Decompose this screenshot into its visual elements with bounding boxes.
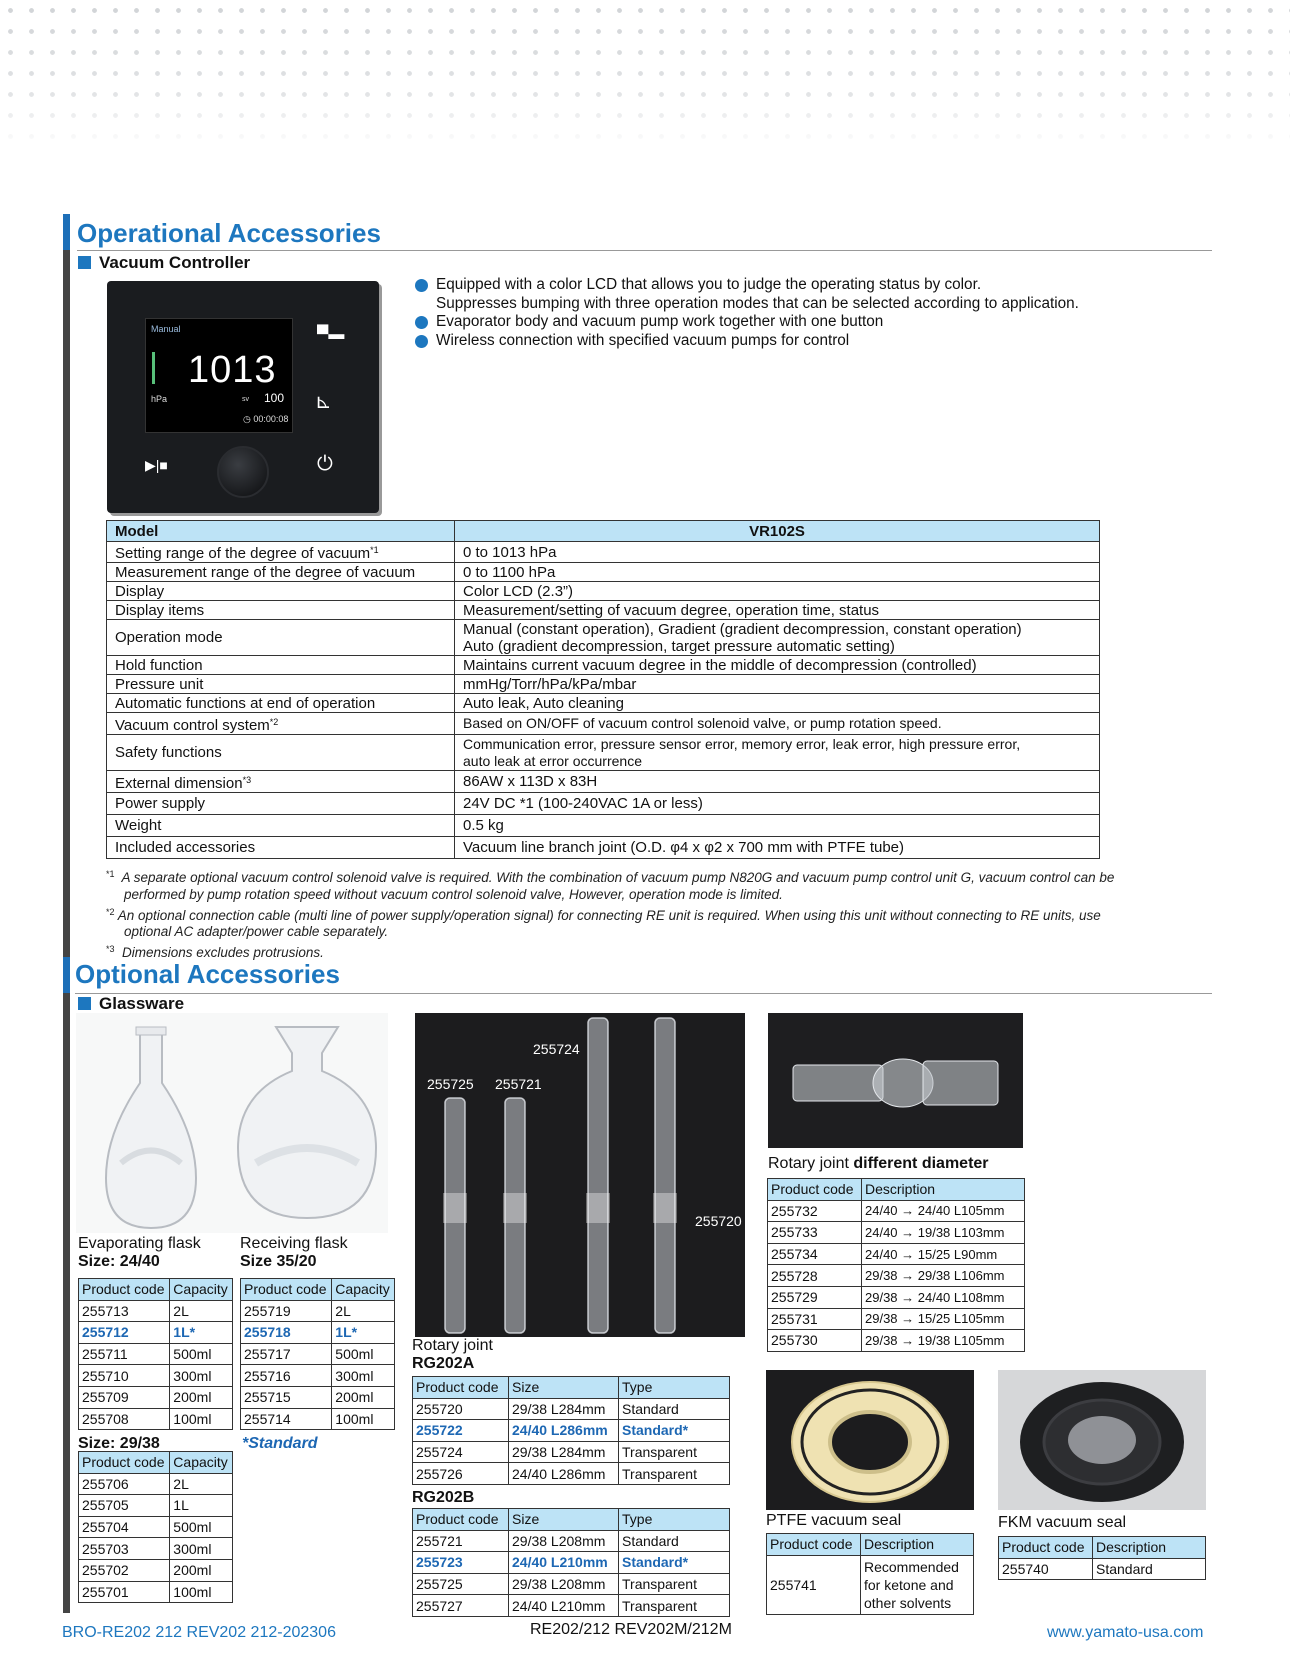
- table-row: 255715 200ml: [241, 1386, 395, 1408]
- table-row: 255728 29/38 → 29/38 L106mm: [768, 1265, 1025, 1287]
- table-row: 255741 Recommended for ketone and other solvents: [767, 1555, 974, 1614]
- footer-doc-code: BRO-RE202 212 REV202 212-202306: [62, 1624, 336, 1641]
- table-row: 255718 1L*: [241, 1322, 395, 1344]
- footnote: $^{*1}$ A separate optional vacuum control solenoid valve is required. With the combination of vacuum pump N820G and vacuum pump control unit G, vacuum control can be performed by pump rotation speed without vacuum control solenoid valve, However, operation mode is limited.: [106, 869, 1115, 902]
- table-row: 255710 300ml: [79, 1365, 233, 1387]
- bullet-icon: [415, 279, 428, 292]
- screen-unit: hPa: [151, 394, 168, 404]
- spec-table: Model VR102S Setting range of the degree of vacuum$^{*1}$ 0 to 1013 hPa Measurement range of the degree of vacuum 0 to 1100 hPa Display Color LCD (2.3”) Display items Measurement/setting of vacuum degree, operation time, status Operation mode Manual (constant operation), Gradient (gradient decompression, constant operation) Auto (gradient decompression, target pressure automatic setting) Hold function Maintains current vacuum degree in the middle of decompression (controlled) Pressure unit mmHg/Torr/hPa/kPa/mbar Automatic functions at end of operation Auto leak, Auto cleaning Vacuum control system$^{*2}$ Based on ON/OFF of vacuum control solenoid valve, or pump rotation speed. Safety functions Communication error, pressure sensor error, memory error, leak error, high pressure error, auto leak at error occurrence External dimension$^{*3}$ 86AW x 113D x 83H Power supply 24V DC *1 (100-240VAC 1A or less) Weight 0.5 kg Included accessories Vacuum line branch joint (O.D. φ4 x φ2 x 700 mm with PTFE tube): [106, 520, 1100, 859]
- ptfe-seal-caption: PTFE vacuum seal: [766, 1512, 902, 1529]
- table-row: 255734 24/40 → 15/25 L90mm: [768, 1243, 1025, 1265]
- table-row: 255701 100ml: [79, 1581, 233, 1603]
- rotary-joint-table-a: Product code Size Type 255720 29/38 L284mm Standard 255722 24/40 L286mm Standard* 255724 29/38 L284mm Transparent 255726 24/40 L286mm Transparent: [412, 1376, 730, 1485]
- gradient-icon: ⊾: [315, 391, 332, 413]
- table-row: 255729 29/38 → 24/40 L108mm: [768, 1286, 1025, 1308]
- bullet-icon: [415, 335, 428, 348]
- table-row: 255726 24/40 L286mm Transparent: [413, 1463, 730, 1485]
- section-rule: [75, 993, 1212, 994]
- fkm-seal-table: Product code Description 255740 Standard: [998, 1536, 1206, 1580]
- evaporating-flask-photo: [76, 1013, 226, 1233]
- table-row: 255740 Standard: [999, 1558, 1206, 1580]
- table-row: 255716 300ml: [241, 1365, 395, 1387]
- screen-sv-label: sv: [242, 396, 249, 403]
- photo-label: 255725: [427, 1076, 474, 1092]
- table-row: 255719 2L: [241, 1300, 395, 1322]
- table-row: 255724 29/38 L284mm Transparent: [413, 1441, 730, 1463]
- table-row: 255733 24/40 → 19/38 L103mm: [768, 1222, 1025, 1244]
- tray-icon: ▀▬: [317, 326, 345, 343]
- table-row: 255704 500ml: [79, 1516, 233, 1538]
- section-title-optional: Optional Accessories: [75, 959, 340, 989]
- rotary-diff-table: Product code Description 255732 24/40 → 24/40 L105mm 255733 24/40 → 19/38 L103mm 255734 24/40 → 15/25 L90mm 255728 29/38 → 29/38 L106mm 255729 29/38 → 24/40 L108mm 255731 29/38 → 15/25 L105mm 255730 29/38 → 19/38 L105mm: [767, 1178, 1025, 1352]
- left-sidebar-bar: [63, 216, 70, 1613]
- receiving-flask-photo: [226, 1013, 388, 1233]
- table-row: 255731 29/38 → 15/25 L105mm: [768, 1308, 1025, 1330]
- section-title-operational: Operational Accessories: [77, 218, 381, 248]
- rotary-joint-table-b: Product code Size Type 255721 29/38 L208mm Standard 255723 24/40 L210mm Standard* 255725 29/38 L208mm Transparent 255727 24/40 L210mm Transparent: [412, 1508, 730, 1617]
- rg202b-title: RG202B: [412, 1489, 475, 1506]
- photo-label: 255720: [695, 1213, 742, 1229]
- lcd-screen: [145, 318, 293, 433]
- recv-flask-caption: Receiving flask Size 35/20: [240, 1235, 348, 1270]
- table-row: 255720 29/38 L284mm Standard: [413, 1398, 730, 1420]
- screen-sv-value: 100: [264, 391, 285, 405]
- square-icon: [78, 997, 91, 1010]
- table-row: 255721 29/38 L208mm Standard: [413, 1530, 730, 1552]
- evap-flask-table-2938: Product code Capacity 255706 2L 255705 1L 255704 500ml 255703 300ml 255702 200ml 255701 100ml: [78, 1451, 233, 1603]
- bullet-icon: [415, 316, 428, 329]
- table-row: 255717 500ml: [241, 1343, 395, 1365]
- recv-flask-table: Product code Capacity 255719 2L 255718 1L* 255717 500ml 255716 300ml 255715 200ml 255714 100ml: [240, 1278, 395, 1430]
- section-marker: [63, 957, 70, 993]
- feature-item: Evaporator body and vacuum pump work together with one button: [415, 313, 1079, 332]
- table-row: 255706 2L: [79, 1473, 233, 1495]
- square-icon: [78, 256, 91, 269]
- table-row: 255714 100ml: [241, 1408, 395, 1430]
- ptfe-seal-photo: [766, 1370, 974, 1510]
- table-row: 255711 500ml: [79, 1343, 233, 1365]
- rotary-diff-caption: Rotary joint different diameter: [768, 1155, 989, 1172]
- spec-header-model: VR102S: [455, 521, 1100, 542]
- fkm-seal-caption: FKM vacuum seal: [998, 1514, 1127, 1531]
- table-row: 255713 2L: [79, 1300, 233, 1322]
- photo-label: 255721: [495, 1076, 542, 1092]
- feature-item: Wireless connection with specified vacuum pumps for control: [415, 332, 1079, 351]
- table-row: 255712 1L*: [79, 1322, 233, 1344]
- table-row: 255723 24/40 L210mm Standard*: [413, 1552, 730, 1574]
- table-row: 255703 300ml: [79, 1538, 233, 1560]
- table-row: 255709 200ml: [79, 1386, 233, 1408]
- feature-list: [415, 276, 1079, 350]
- footer-model: RE202/212 REV202M/212M: [530, 1621, 732, 1638]
- play-stop-icon: ▶|■: [145, 457, 168, 473]
- evap-flask-table-2440: Product code Capacity 255713 2L 255712 1L* 255711 500ml 255710 300ml 255709 200ml 255708 100ml: [78, 1278, 233, 1430]
- footer-website-link[interactable]: www.yamato-usa.com: [1047, 1624, 1204, 1641]
- section-marker: [63, 214, 70, 250]
- vacuum-controller-photo: [107, 281, 379, 513]
- table-row: 255708 100ml: [79, 1408, 233, 1430]
- rotary-joint-diff-photo: [768, 1013, 1023, 1148]
- rotary-joint-caption: Rotary joint RG202A: [412, 1337, 493, 1372]
- evap-flask-size2: Size: 29/38: [78, 1435, 160, 1452]
- table-row: 255722 24/40 L286mm Standard*: [413, 1420, 730, 1442]
- screen-mode: Manual: [151, 324, 181, 334]
- table-row: 255702 200ml: [79, 1559, 233, 1581]
- table-row: 255727 24/40 L210mm Transparent: [413, 1595, 730, 1617]
- footnote: $^{*3}$ Dimensions excludes protrusions.: [106, 944, 324, 961]
- table-row: 255732 24/40 → 24/40 L105mm: [768, 1200, 1025, 1222]
- spec-header-label: Model: [107, 521, 455, 542]
- table-row: 255725 29/38 L208mm Transparent: [413, 1573, 730, 1595]
- standard-note: *Standard: [242, 1435, 318, 1452]
- rotary-joint-photo: [415, 1013, 745, 1337]
- section-rule: [77, 250, 1212, 251]
- subsection-vacuum-controller: Vacuum Controller: [78, 253, 250, 273]
- screen-value: 1013: [188, 349, 277, 391]
- table-row: 255705 1L: [79, 1495, 233, 1517]
- evap-flask-caption: Evaporating flask Size: 24/40: [78, 1235, 201, 1270]
- feature-item: Equipped with a color LCD that allows you to judge the operating status by color. Suppresses bumping with three operation modes that can be selected according to application.: [415, 276, 1079, 313]
- power-icon: ⏻: [317, 453, 333, 475]
- photo-label: 255724: [533, 1041, 580, 1057]
- ptfe-seal-table: Product code Description 255741 Recommended for ketone and other solvents: [766, 1533, 974, 1615]
- footnote: $^{*2}$ An optional connection cable (multi line of power supply/operation signal) for connecting RE unit is required. When using this unit without connecting to RE units, use optional AC adapter/power cable separately.: [106, 906, 1101, 940]
- control-knob: [217, 446, 269, 498]
- screen-time: ◷ 00:00:08: [243, 414, 289, 424]
- fkm-seal-photo: [998, 1370, 1206, 1510]
- footnotes: [106, 866, 1116, 962]
- subsection-glassware: Glassware: [78, 994, 184, 1014]
- table-row: 255730 29/38 → 19/38 L105mm: [768, 1330, 1025, 1352]
